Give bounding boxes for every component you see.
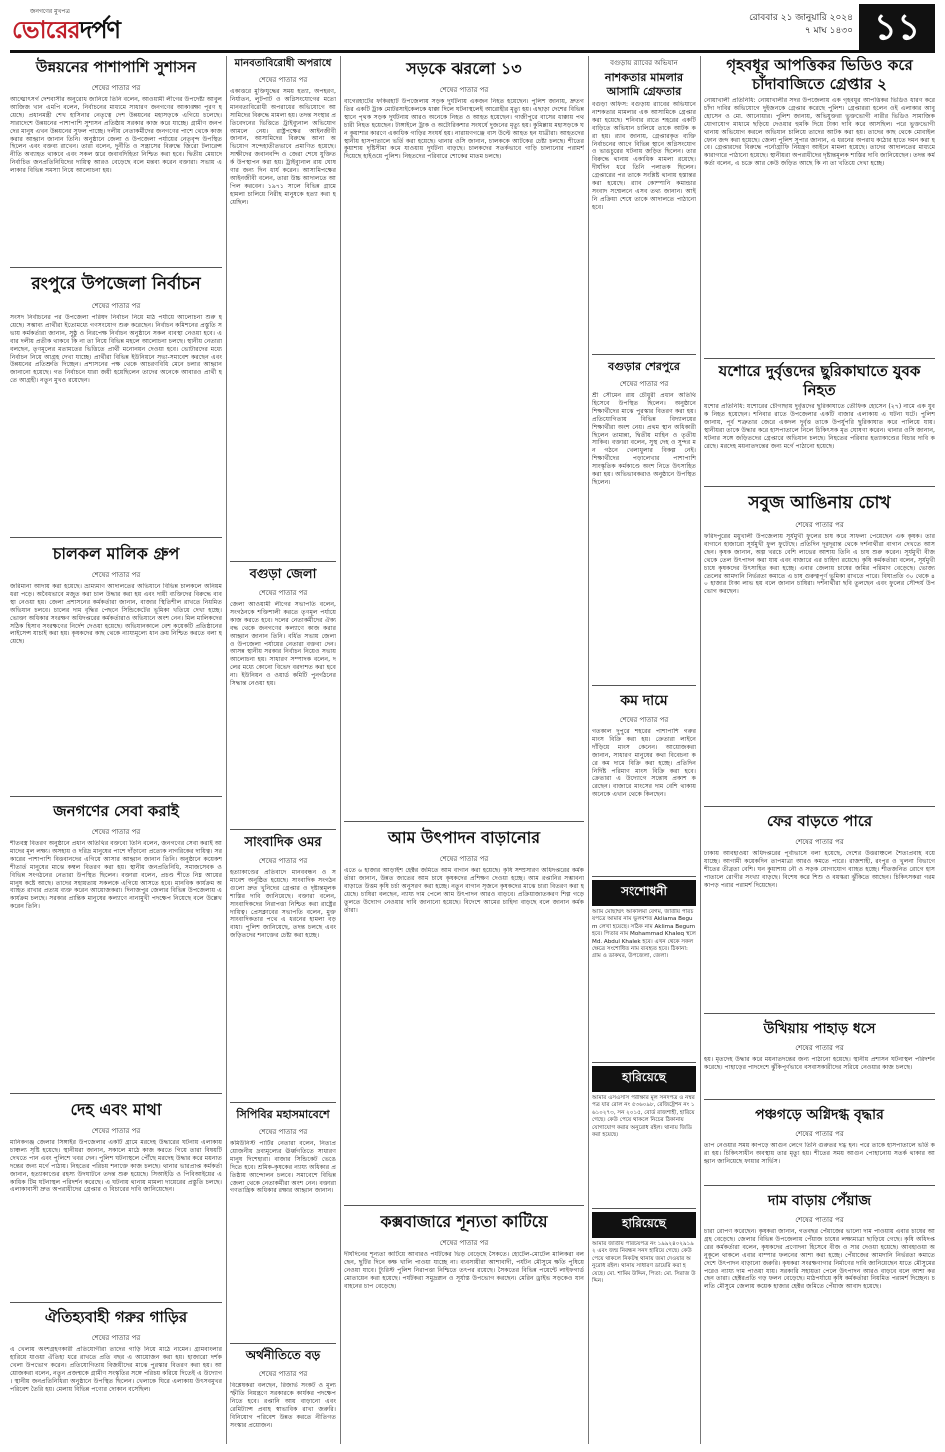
headline: রংপুরে উপজেলা নির্বাচন bbox=[31, 274, 201, 294]
article-sherpur bbox=[592, 358, 696, 682]
divider bbox=[344, 821, 584, 822]
divider bbox=[230, 1102, 336, 1103]
headline: দেহ এবং মাথা bbox=[70, 1100, 162, 1119]
kicker: বগুড়ায় র‌্যাবের অভিযান bbox=[610, 59, 678, 67]
article-body: বাগেরহাটের ফকিরহাট উপজেলায় সড়ক দুর্ঘটনায় একজন নিহত হয়েছেন। পুলিশ জানায়, দ্রুতগতির একটি ট্রাক মোটরসাইকেলকে ধাক্কা দিলে ঘটনাস্থলেই আরোহীর মৃত্যু হয়। এছাড়া দেশের বিভিন্ন স্থানে পৃথক সড়ক দুর্ঘটনায় আরও অনেকে নিহত ও আহত হয়েছেন। গাজীপুরে বাসের ধাক্কায় পথচারী নিহত হয়েছেন। টাঙ্গাইলে ট্রাক ও অটোরিকশার সংঘর্ষে দুজনের মৃত্যু হয়। কুমিল্লায় মহাসড়কে ঘন কুয়াশার কারণে একাধিক গাড়ির সংঘর্ষ হয়। নারায়ণগঞ্জে বাস উল্টে আহত হন যাত্রীরা। আহতদের স্থানীয় হাসপাতালে ভর্তি করা হয়েছে। থানার ওসি জানান, চালককে আটকের চেষ্টা চলছে। শীতের কুয়াশায় দৃষ্টিসীমা কমে যাওয়ায় দুর্ঘটনা বাড়ছে। চালকদের সতর্কভাবে গাড়ি চালানোর পরামর্শ দিয়েছে হাইওয়ে পুলিশ। নিহতদের পরিবারে শোকের মাতম চলছে। bbox=[344, 98, 584, 161]
article-body: বগুড়া অফিস: বগুড়ায় র‌্যাবের অভিযানে নাশকতার মামলার এক আসামিকে গ্রেপ্তার করা হয়েছে। শনিবার রাতে শহরের একটি বাড়িতে অভিযান চালিয়ে তাকে আটক করা হয়। র‌্যাব জানায়, গ্রেপ্তারকৃত ব্যক্তি নির্বাচনের আগে বিভিন্ন স্থানে অগ্নিসংযোগ ও ভাঙচুরের ঘটনায় জড়িত ছিলেন। তার বিরুদ্ধে থানায় একাধিক মামলা রয়েছে। দীর্ঘদিন ধরে তিনি পলাতক ছিলেন। গ্রেপ্তারের পর তাকে সংশ্লিষ্ট থানায় হস্তান্তর করা হয়েছে। র‌্যাব কোম্পানি কমান্ডার সংবাদ সম্মেলনে এসব তথ্য জানান। আইনি প্রক্রিয়া শেষে তাকে আদালতে পাঠানো হবে। bbox=[592, 101, 696, 211]
article-rice-mill bbox=[10, 541, 222, 793]
headline: অর্থনীতিতে বড় bbox=[245, 1348, 321, 1362]
article-body: যশোর প্রতিনিধি: যশোরের চৌগাছায় দুর্বৃত্তদের ছুরিকাঘাতে তৌফিক হোসেন (২৭) নামে এক যুবক নিহত হয়েছেন। শনিবার রাতে উপজেলার একটি বাজার এলাকায় এ ঘটনা ঘটে। পুলিশ জানায়, পূর্ব শত্রুতার জেরে একদল দুর্বৃত্ত তাকে উপর্যুপরি ছুরিকাঘাত করে পালিয়ে যায়। স্থানীয়রা তাকে উদ্ধার করে হাসপাতালে নিলে চিকিৎসক মৃত ঘোষণা করেন। থানার ওসি জানান, ঘটনার সঙ্গে জড়িতদের গ্রেপ্তারে অভিযান চলছে। নিহতের পরিবার হত্যাকাণ্ডের বিচার দাবি করেছে। মরদেহ ময়নাতদন্তের জন্য মর্গে পাঠানো হয়েছে। bbox=[704, 403, 935, 450]
continuation-note: শেষের পাতার পর bbox=[795, 521, 844, 529]
column-e bbox=[704, 56, 935, 1448]
article-journalist-omar bbox=[230, 833, 336, 1099]
article-body: কমিউনিস্ট পার্টির নেতারা বলেন, নিত্যপ্রয়োজনীয় দ্রব্যমূল্যের ঊর্ধ্বগতিতে সাধারণ মানুষ দিশেহারা। বাজার সিন্ডিকেট ভেঙে দিতে হবে। শ্রমিক-কৃষকের ন্যায্য অধিকার প্রতিষ্ঠায় আন্দোলন চলবে। সমাবেশে বিভিন্ন জেলা থেকে নেতাকর্মীরা অংশ নেন। বক্তারা গণতান্ত্রিক অধিকার রক্ষার আহ্বান জানান। bbox=[230, 1140, 336, 1195]
column-divider bbox=[588, 56, 589, 1444]
headline: বগুড়ার শেরপুরে bbox=[608, 360, 680, 373]
continuation-note: শেষের পাতার পর bbox=[91, 1334, 141, 1342]
notice-body: আমার এসএসসি পরীক্ষার মূল সনদপত্র ও নম্বরপত্র যার রোল নং ৫৩৬০৯৮, রেজিষ্ট্রেশন নং ১৬১০২৭৩, সন ২০১৫, বোর্ড রাজশাহী, হারিয়ে গেছে। কেউ পেয়ে থাকলে নিচের ঠিকানায় যোগাযোগ করার অনুরোধ রইল। থানায় জিডি করা হয়েছে। bbox=[592, 1095, 695, 1139]
article-rangpur-election bbox=[10, 271, 222, 534]
logo-tagline: জনগণের মুখপত্র bbox=[30, 8, 70, 15]
article-body: হয়। মৃতদেহ উদ্ধার করে ময়নাতদন্তের জন্য পাঠানো হয়েছে। স্থানীয় প্রশাসন ঘটনাস্থল পরিদর্শন করেছে। পাহাড়ের পাদদেশে ঝুঁকিপূর্ণভাবে বসবাসকারীদের সরিয়ে নেওয়ার কাজ চলছে। bbox=[704, 1056, 935, 1071]
article-war-crimes bbox=[230, 56, 336, 558]
headline: গৃহবধূর আপত্তিকর ভিডিও করে চাঁদাবাজিতে গ্রেপ্তার ২ bbox=[726, 56, 913, 93]
article-coxsbazar bbox=[344, 1209, 584, 1448]
article-body: সংসদ নির্বাচনের পর উপজেলা পরিষদ নির্বাচন নিয়ে মাঠ পর্যায়ে আলোচনা শুরু হয়েছে। সম্ভাব্য প্রার্থীরা ইতোমধ্যে গণসংযোগ শুরু করেছেন। নির্বাচন কমিশনের প্রস্তুতি সভায় কর্মকর্তারা জানান, সুষ্ঠু ও নিরপেক্ষ নির্বাচন অনুষ্ঠানে সকল ব্যবস্থা নেওয়া হবে। এবার দলীয় প্রতীক থাকবে কি না তা নিয়ে বিভিন্ন মহলে আলোচনা চলছে। স্থানীয় নেতারা বলছেন, তৃণমূলের মতামতের ভিত্তিতে প্রার্থী মনোনয়ন দেওয়া হবে। ভোটারদের মধ্যে নির্বাচন নিয়ে আগ্রহ দেখা যাচ্ছে। প্রার্থীরা বিভিন্ন ইউনিয়নে সভা-সমাবেশ করছেন এবং উন্নয়নের প্রতিশ্রুতি দিচ্ছেন। প্রশাসনের পক্ষ থেকে আচরণবিধি মেনে চলার আহ্বান জানানো হয়েছে। গত নির্বাচনে যারা জয়ী হয়েছিলেন তাদের অনেকে আবারও প্রার্থী হতে আগ্রহী। নতুন মুখও রয়েছেন। bbox=[10, 314, 222, 385]
article-body: জেলা আওয়ামী লীগের সভাপতি বলেন, সংগঠনকে শক্তিশালী করতে তৃণমূল পর্যায়ে কাজ করতে হবে। দলের নেতাকর্মীদের ঐক্যবদ্ধ থেকে জনগণের কল্যাণে কাজ করার আহ্বান জানান তিনি। বর্ধিত সভায় জেলা ও উপজেলা পর্যায়ের নেতারা বক্তব্য দেন। আসন্ন স্থানীয় সরকার নির্বাচন নিয়েও সভায় আলোচনা হয়। সাধারণ সম্পাদক বলেন, দলের মধ্যে কোনো বিভেদ বরদাশত করা হবে না। ইউনিয়ন ও ওয়ার্ড কমিটি পুনর্গঠনের সিদ্ধান্ত নেওয়া হয়। bbox=[230, 601, 336, 688]
continuation-note: শেষের পাতার পর bbox=[619, 380, 669, 388]
continuation-note: শেষের পাতার পর bbox=[91, 1127, 141, 1135]
column-b bbox=[230, 56, 336, 1448]
notice-lost-1 bbox=[592, 1066, 696, 1205]
divider bbox=[704, 486, 935, 487]
article-housewife-video bbox=[704, 56, 935, 355]
divider bbox=[10, 537, 222, 538]
date-bengali: ৭ মাঘ ১৪৩০ bbox=[804, 26, 853, 36]
divider bbox=[592, 1208, 696, 1209]
divider bbox=[592, 1062, 696, 1063]
article-body: মানিকগঞ্জ জেলার সিঙ্গাইর উপজেলার একটি গ্রামে মরদেহ উদ্ধারের ঘটনায় এলাকায় চাঞ্চল্য সৃষ্টি হয়েছে। স্থানীয়রা জানান, সকালে মাঠে কাজ করতে গিয়ে তারা বিষয়টি দেখতে পান এবং পুলিশে খবর দেন। পুলিশ ঘটনাস্থলে পৌঁছে মরদেহ উদ্ধার করে ময়নাতদন্তের জন্য মর্গে পাঠায়। নিহতের পরিচয় শনাক্তে কাজ চলছে। থানার ভারপ্রাপ্ত কর্মকর্তা জানান, হত্যাকাণ্ডের রহস্য উদঘাটনে তদন্ত শুরু হয়েছে। সিআইডি ও পিবিআইয়ের একাধিক টিম ঘটনাস্থল পরিদর্শন করেছে। এ ঘটনায় থানায় মামলা দায়েরের প্রস্তুতি চলছে। এলাকাবাসী দ্রুত অপরাধীদের গ্রেপ্তার ও বিচারের দাবি জানিয়েছেন। bbox=[10, 1139, 222, 1194]
divider bbox=[704, 1185, 935, 1186]
article-body: একাত্তরে মুক্তিযুদ্ধের সময় হত্যা, অপহরণ, নির্যাতন, লুটপাট ও অগ্নিসংযোগের মতো মানবতাবিরোধী অপরাধের অভিযোগে আসামিদের বিরুদ্ধে মামলা হয়। তদন্ত সংস্থার প্রতিবেদনের ভিত্তিতে ট্রাইব্যুনাল অভিযোগ আমলে নেয়। রাষ্ট্রপক্ষের আইনজীবী জানান, আসামিদের বিরুদ্ধে আনা অভিযোগ সন্দেহাতীতভাবে প্রমাণিত হয়েছে। সাক্ষীদের জবানবন্দি ও জেরা শেষে যুক্তিতর্ক উপস্থাপন করা হয়। ট্রাইব্যুনাল রায় ঘোষণার জন্য দিন ধার্য করেন। আসামিপক্ষের আইনজীবী বলেন, তারা উচ্চ আদালতে আপিল করবেন। ১৯৭১ সালে বিভিন্ন গ্রামে হামলা চালিয়ে নিরীহ মানুষকে হত্যা করা হয়েছিল। bbox=[230, 88, 336, 206]
notice-heading: সংশোধনী bbox=[592, 880, 696, 906]
article-body: নোয়াখালী প্রতিনিধি: নোয়াখালীর সদর উপজেলায় এক গৃহবধূর আপত্তিকর ভিডিও ধারণ করে চাঁদা দাবির অভিযোগে দুইজনকে গ্রেপ্তার করেছে পুলিশ। গ্রেপ্তাররা হলেন ওই এলাকার আবু হোসেন ও মো. আনোয়ার। পুলিশ জানায়, অভিযুক্তরা ভুক্তভোগী নারীর ভিডিও সামাজিক যোগাযোগ মাধ্যমে ছড়িয়ে দেওয়ার হুমকি দিয়ে টাকা দাবি করে আসছিল। পরে ভুক্তভোগী থানায় অভিযোগ করলে অভিযান চালিয়ে তাদের আটক করা হয়। তাদের কাছ থেকে মোবাইল ফোন জব্দ করা হয়েছে। জেলা পুলিশ সুপার জানান, এ ধরনের অপরাধ কঠোর হাতে দমন করা হবে। গ্রেপ্তারদের বিরুদ্ধে পর্নোগ্রাফি নিয়ন্ত্রণ আইনে মামলা হয়েছে। তাদের আদালতের মাধ্যমে কারাগারে পাঠানো হয়েছে। স্থানীয়রা অপরাধীদের দৃষ্টান্তমূলক শাস্তির দাবি জানিয়েছেন। তদন্ত কর্মকর্তা বলেন, এ চক্রে আর কেউ জড়িত আছে কি না তা খতিয়ে দেখা হচ্ছে। bbox=[704, 97, 935, 168]
article-body: চারা রোপণ করেছেন। কৃষকরা জানান, গতবছর পেঁয়াজের ভালো দাম পাওয়ায় এবার চাষের আগ্রহ বেড়েছে। জেলার বিভিন্ন উপজেলায় পেঁয়াজ চাষের লক্ষ্যমাত্রা ছাড়িয়ে গেছে। কৃষি অধিদপ্তরের কর্মকর্তারা বলেন, কৃষকদের প্রণোদনা হিসেবে বীজ ও সার দেওয়া হয়েছে। আবহাওয়া অনুকূলে থাকলে এবার বাম্পার ফলনের আশা করা হচ্ছে। পেঁয়াজের আমদানি নির্ভরতা কমাতে দেশে উৎপাদন বাড়ানো জরুরি। কৃষকরা সংরক্ষণাগার নির্মাণের দাবি জানিয়েছেন যাতে মৌসুমের পরেও ন্যায্য দাম পাওয়া যায়। সরকারি সহায়তা পেলে উৎপাদন আরও বাড়বে বলে আশা করছেন তারা। হেক্টরপ্রতি গড় ফলন বেড়েছে। মাঠপর্যায়ে কৃষি কর্মকর্তারা নিয়মিত পরামর্শ দিচ্ছেন। চলতি মৌসুমে জেলায় কয়েক হাজার হেক্টর জমিতে পেঁয়াজ আবাদ হয়েছে। bbox=[704, 1228, 935, 1291]
article-body: ফরিদপুরের মধুখালী উপজেলায় সূর্যমুখী ফুলের চাষ করে সাফল্য পেয়েছেন এক কৃষক। তার বাগানে হাজারো সূর্যমুখী ফুল ফুটেছে। প্রতিদিন দূরদূরান্ত থেকে দর্শনার্থীরা বাগান দেখতে আসছেন। কৃষক জানান, অল্প খরচে বেশি লাভের আশায় তিনি এ চাষ শুরু করেন। সূর্যমুখী বীজ থেকে তেল উৎপাদন করা যায় এবং বাজারে এর চাহিদা রয়েছে। কৃষি কর্মকর্তারা বলেন, সূর্যমুখী চাষে কৃষকদের উৎসাহিত করা হচ্ছে। এবার জেলায় চাষের জমির পরিমাণ বেড়েছে। ভোজ্যতেলের আমদানি নির্ভরতা কমাতে এ চাষ গুরুত্বপূর্ণ ভূমিকা রাখতে পারে। বিঘাপ্রতি ৩০ থেকে ৪০ হাজার টাকা লাভ হয় বলে জানান চাষিরা। দর্শনার্থীরা ছবি তুলছেন এবং ফুলের সৌন্দর্য উপভোগ করছেন। bbox=[704, 533, 935, 596]
column-divider bbox=[340, 56, 341, 1444]
continuation-note: শেষের পাতার পর bbox=[91, 571, 141, 579]
divider bbox=[344, 1205, 584, 1206]
article-public-service bbox=[10, 800, 222, 1090]
article-cpb-rally bbox=[230, 1106, 336, 1340]
article-body: ঢাকায় আবহাওয়া অধিদপ্তরের পূর্বাভাসে বলা হয়েছে, দেশের উত্তরাঞ্চলে শৈত্যপ্রবাহ বয়ে যাচ্ছে। আগামী কয়েকদিন তাপমাত্রা আরও কমতে পারে। রাজশাহী, রংপুর ও খুলনা বিভাগে শীতের তীব্রতা বেশি। ঘন কুয়াশায় নৌ ও সড়ক যোগাযোগ ব্যাহত হচ্ছে। শীতজনিত রোগে হাসপাতালে রোগীর সংখ্যা বাড়ছে। বিশেষ করে শিশু ও বয়স্করা ঝুঁকিতে আছেন। চিকিৎসকরা গরম কাপড় পরার পরামর্শ দিয়েছেন। bbox=[704, 850, 935, 889]
article-body: দীর্ঘদিনের শূন্যতা কাটিয়ে আবারও পর্যটকের ভিড় বেড়েছে সৈকতে। হোটেল-মোটেল মালিকরা বলছেন, ছুটির দিনে কক্ষ খালি পাওয়া যাচ্ছে না। ব্যবসায়ীরা আশাবাদী, পর্যটন মৌসুমে ক্ষতি পুষিয়ে নেওয়া যাবে। ট্যুরিস্ট পুলিশ নিরাপত্তা নিশ্চিতে তৎপর রয়েছে। সৈকতের বিভিন্ন পয়েন্টে লাইফগার্ড মোতায়েন করা হয়েছে। পর্যটকরা সমুদ্রস্নান ও সূর্যাস্ত উপভোগ করছেন। মেরিন ড্রাইভ সড়কেও যানবাহনের চাপ বেড়েছে। bbox=[344, 1251, 584, 1290]
headline: ঐতিহ্যবাহী গরুর গাড়ির bbox=[44, 1308, 188, 1326]
continuation-note: শেষের পাতার পর bbox=[91, 84, 141, 92]
divider bbox=[10, 796, 222, 797]
headline: সড়কে ঝরলো ১৩ bbox=[406, 59, 522, 78]
divider bbox=[592, 685, 696, 686]
page-number: ১১ bbox=[859, 4, 935, 50]
headline: কম দামে bbox=[620, 693, 668, 709]
article-low-price bbox=[592, 689, 696, 873]
article-body: জরিমানা আদায় করা হয়েছে। ভ্রাম্যমাণ আদালতের অভিযানে বিভিন্ন চালকলে অনিয়ম ধরা পড়ে। অবৈধভাবে মজুত করা চাল উদ্ধার করা হয় এবং দায়ী ব্যক্তিদের বিরুদ্ধে ব্যবস্থা নেওয়া হয়। জেলা প্রশাসনের কর্মকর্তারা জানান, বাজার স্থিতিশীল রাখতে নিয়মিত অভিযান চলবে। চালের দাম বৃদ্ধির পেছনে সিন্ডিকেটের ভূমিকা খতিয়ে দেখা হচ্ছে। ভোক্তা অধিকার সংরক্ষণ অধিদপ্তরের কর্মকর্তারাও অভিযানে অংশ নেন। মিল মালিকদের সঠিক হিসাব সংরক্ষণের নির্দেশ দেওয়া হয়েছে। অভিযানকালে বেশ কয়েকটি প্রতিষ্ঠানের লাইসেন্স যাচাই করা হয়। কৃষকদের কাছ থেকে ন্যায্যমূল্যে ধান ক্রয় নিশ্চিত করতে বলা হয়েছে। bbox=[10, 583, 222, 646]
notice-body: আমার জাতীয় পরিচয়পত্র নং ১৯৯২৪০২৯১৯২ এবং জন্ম নিবন্ধন সনদ হারিয়ে গেছে। কেউ পেয়ে থাকলে নিকটস্থ থানায় জমা দেওয়ার অনুরোধ রইল। থানায় সাধারণ ডায়েরি করা হয়েছে। মো. শামিম উদ্দিন, পিতা: মো. সিরাজ উদ্দিন। bbox=[592, 1241, 696, 1285]
continuation-note: শেষের পাতার পর bbox=[795, 1044, 844, 1052]
headline: উখিয়ায় পাহাড় ধসে bbox=[763, 1021, 876, 1037]
newspaper-logo bbox=[12, 6, 150, 46]
continuation-note: শেষের পাতার পর bbox=[258, 76, 308, 84]
headline: আম উৎপাদন বাড়ানোর bbox=[387, 828, 541, 847]
divider bbox=[10, 1302, 222, 1303]
headline: উন্নয়নের পাশাপাশি সুশাসন bbox=[35, 58, 197, 76]
continuation-note: শেষের পাতার পর bbox=[795, 838, 844, 846]
headline: চালকল মালিক গ্রুপ bbox=[52, 544, 180, 563]
article-body: গতকাল দুপুরে শহরের পাশাপাশি গরুর মাংস বিক্রি করা হয়। ক্রেতারা লাইনে দাঁড়িয়ে মাংস কেনেন। আয়োজকরা জানান, সাধারণ মানুষের কথা বিবেচনা করে কম দামে বিক্রি করা হচ্ছে। প্রতিদিন নির্দিষ্ট পরিমাণ মাংস বিক্রি করা হবে। ক্রেতারা এ উদ্যোগে সন্তোষ প্রকাশ করেছেন। বাজারে মাংসের দাম বেশি থাকায় অনেকে এখান থেকে কিনছেন। bbox=[592, 728, 696, 799]
column-c bbox=[344, 56, 584, 1448]
column-divider bbox=[226, 56, 227, 1444]
article-body: বিশ্লেষকরা বলছেন, রিজার্ভ সংকট ও মূল্যস্ফীতি নিয়ন্ত্রণে সরকারকে কার্যকর পদক্ষেপ নিতে হবে। রপ্তানি আয় বাড়ানো এবং রেমিট্যান্স প্রবাহ স্বাভাবিক রাখা জরুরি। বিনিয়োগ পরিবেশ উন্নত করতে নীতিগত সংস্কার প্রয়োজন। bbox=[230, 1382, 336, 1429]
column-a bbox=[10, 56, 222, 1448]
headline: সবুজ আঙিনায় চোখ bbox=[748, 493, 891, 513]
article-ukhiya-landslide bbox=[704, 1017, 935, 1096]
continuation-note: শেষের পাতার পর bbox=[258, 589, 308, 597]
date-gregorian: রোববার ২১ জানুয়ারি ২০২৪ bbox=[749, 13, 853, 23]
notice-body: আমি মোছাম্মৎ আকলিমা বেগম, জাতীয় পরিচয়পত্রে আমার নাম ভুলবশত Akliama Begum লেখা হয়েছে। সঠিক নাম Aklima Begum হবে। পিতার নাম Mohammad Khaleq স্থলে Md. Abdul Khalek হবে। এখন থেকে সকল ক্ষেত্রে সংশোধিত নাম ব্যবহৃত হবে। ঠিকানা: গ্রাম ও ডাকঘর, উপজেলা, জেলা। bbox=[592, 909, 696, 960]
notice-lost-2 bbox=[592, 1212, 696, 1351]
headline: কক্সবাজারে শূন্যতা কাটিয়ে bbox=[380, 1212, 548, 1231]
article-body: শ্রী সৌমেন রায় চৌধুরী প্রধান অতিথি হিসেবে উপস্থিত ছিলেন। অনুষ্ঠানে শিক্ষার্থীদের মাঝে পুরস্কার বিতরণ করা হয়। প্রতিযোগিতায় বিভিন্ন বিদ্যালয়ের শিক্ষার্থীরা অংশ নেয়। প্রথম স্থান অধিকারী ছিলেন তামান্না, দ্বিতীয় মাহিন ও তৃতীয় সাকিব। বক্তারা বলেন, সুস্থ দেহ ও সুন্দর মন গঠনে খেলাধুলার বিকল্প নেই। শিক্ষার্থীদের পড়ালেখার পাশাপাশি সাংস্কৃতিক কর্মকাণ্ডে অংশ নিতে উৎসাহিত করা হয়। অভিভাবকরাও অনুষ্ঠানে উপস্থিত ছিলেন। bbox=[592, 392, 696, 486]
divider bbox=[592, 354, 696, 355]
article-green-yard bbox=[704, 490, 935, 803]
headline: ফের বাড়তে পারে bbox=[766, 812, 873, 830]
column-d bbox=[592, 56, 696, 1448]
headline: দাম বাড়ায় পেঁয়াজ bbox=[767, 1193, 872, 1209]
article-mango-production bbox=[344, 825, 584, 1202]
continuation-note: শেষের পাতার পর bbox=[439, 855, 489, 863]
continuation-note: শেষের পাতার পর bbox=[795, 1130, 844, 1138]
headline: সাংবাদিক ওমর bbox=[244, 835, 322, 850]
headline: পঞ্চগড়ে অগ্নিদগ্ধ বৃদ্ধার bbox=[755, 1107, 884, 1123]
article-body: হত্যাকাণ্ডের প্রতিবাদে মানববন্ধন ও সমাবেশ অনুষ্ঠিত হয়েছে। সাংবাদিক সংগঠনগুলো দ্রুত খুনিদের গ্রেপ্তার ও দৃষ্টান্তমূলক শাস্তির দাবি জানিয়েছে। বক্তারা বলেন, সাংবাদিকদের নিরাপত্তা নিশ্চিত করা রাষ্ট্রের দায়িত্ব। প্রেসক্লাবের সভাপতি বলেন, মুক্ত সাংবাদিকতার পথে এ ধরনের হামলা বড় বাধা। পুলিশ জানিয়েছে, তদন্ত চলছে এবং জড়িতদের শনাক্তের চেষ্টা করা হচ্ছে। bbox=[230, 869, 336, 940]
article-road-accident bbox=[344, 56, 584, 818]
article-bullock-cart bbox=[10, 1306, 222, 1448]
article-governance bbox=[10, 56, 222, 264]
article-body: এ খেলায় অংশগ্রহণকারী প্রতিযোগীরা তাদের গাড়ি নিয়ে মাঠে নামেন। গ্রামবাংলার হারিয়ে যাওয়া ঐতিহ্য ধরে রাখতে প্রতি বছর এ আয়োজন করা হয়। হাজারো দর্শক খেলা উপভোগ করেন। প্রতিযোগিতায় বিজয়ীদের মাঝে পুরস্কার বিতরণ করা হয়। আয়োজকরা বলেন, নতুন প্রজন্মকে গ্রামীণ সংস্কৃতির সঙ্গে পরিচয় করিয়ে দিতেই এ উদ্যোগ। স্থানীয় জনপ্রতিনিধিরা অনুষ্ঠানে উপস্থিত ছিলেন। খেলাকে ঘিরে এলাকায় উৎসবমুখর পরিবেশ তৈরি হয়। মেলায় বিভিন্ন পণ্যের দোকান বসেছিল। bbox=[10, 1346, 222, 1393]
column-divider bbox=[700, 56, 701, 1444]
article-body: তাপ নেওয়ার সময় কাপড়ে আগুন লেগে তিনি গুরুতর দগ্ধ হন। পরে তাকে হাসপাতালে ভর্তি করা হয়। চিকিৎসাধীন অবস্থায় তার মৃত্যু হয়। শীতের সময় আগুন পোহানোয় সতর্ক থাকার আহ্বান জানিয়েছে ফায়ার সার্ভিস। bbox=[704, 1142, 935, 1165]
divider bbox=[704, 1013, 935, 1014]
article-body-and-head bbox=[10, 1097, 222, 1299]
headline: জনগণের সেবা করাই bbox=[53, 802, 179, 820]
headline: সিপিবির মহাসমাবেশে bbox=[236, 1108, 330, 1121]
masthead-rule bbox=[10, 50, 935, 53]
headline: যশোরে দুর্বৃত্তদের ছুরিকাঘাতে যুবক নিহত bbox=[718, 362, 921, 399]
continuation-note: শেষের পাতার পর bbox=[91, 828, 141, 836]
notice-correction bbox=[592, 880, 696, 1059]
article-rab-arrest bbox=[592, 57, 696, 351]
article-economy bbox=[230, 1347, 336, 1448]
divider bbox=[704, 1099, 935, 1100]
article-panchagarh-burn bbox=[704, 1103, 935, 1182]
article-cold-rise bbox=[704, 810, 935, 1010]
issue-date bbox=[723, 12, 853, 38]
continuation-note: শেষের পাতার পর bbox=[91, 302, 141, 310]
article-body: এতে ৬ হাজার আড়াইশ হেক্টর জমিতে আম বাগান করা হয়েছে। কৃষি সম্প্রসারণ অধিদপ্তরের কর্মকর্তারা জানান, উন্নত জাতের আম চাষে কৃষকদের প্রশিক্ষণ দেওয়া হচ্ছে। আম রপ্তানির সম্ভাবনা বাড়াতে উত্তম কৃষি চর্চা অনুসরণ করা হচ্ছে। নতুন বাগান সৃজনে কৃষকদের মাঝে চারা বিতরণ করা হয়েছে। চাষিরা বলছেন, ন্যায্য দাম পেলে আম উৎপাদন আরও বাড়বে। প্রক্রিয়াজাতকরণ শিল্প গড়ে তুলতে উদ্যোগ নেওয়ার দাবি জানানো হয়েছে। বিদেশে আমের চাহিদা বাড়ছে বলে জানান কর্মকর্তারা। bbox=[344, 867, 584, 914]
divider bbox=[230, 1343, 336, 1344]
article-body: আত্মোৎসর্গ দেশবাসীর অনুরোধ জানিয়ে তিনি বলেন, আওয়ামী লীগের উপদেষ্টা আবুল আজিজ খান এমপি বলেন, নির্বাচনের মাধ্যমে সাধারণ জনগণের আকাঙ্ক্ষা পূরণ হয়েছে। প্রধানমন্ত্রী শেখ হাসিনার নেতৃত্বে দেশ উন্নয়নের মহাসড়কে এগিয়ে চলেছে। সারাদেশে উন্নয়নের পাশাপাশি সুশাসন প্রতিষ্ঠায় সরকার কাজ করে যাচ্ছে। গ্রামীণ জনপদের মানুষ এখন উন্নয়নের সুফল পাচ্ছে। দলীয় নেতাকর্মীদের জনগণের পাশে থেকে কাজ করার আহ্বান জানান তিনি। অনুষ্ঠানে জেলা ও উপজেলা পর্যায়ের নেতৃবৃন্দ উপস্থিত ছিলেন এবং বক্তব্য রাখেন। তারা বলেন, দুর্নীতি ও সন্ত্রাসের বিরুদ্ধে জিরো টলারেন্স নীতি অব্যাহত থাকবে এবং সকল স্তরে জবাবদিহিতা নিশ্চিত করা হবে। দ্বিতীয় মেয়াদে নির্বাচিত জনপ্রতিনিধিদের দায়িত্ব আরও বেড়েছে বলে মন্তব্য করেন বক্তারা। সভায় এলাকার বিভিন্ন সমস্যা নিয়ে আলোচনা হয়। bbox=[10, 96, 222, 175]
continuation-note: শেষের পাতার পর bbox=[439, 1239, 489, 1247]
notice-heading: হারিয়েছে bbox=[592, 1066, 696, 1092]
divider bbox=[10, 267, 222, 268]
headline: মানবতাবিরোধী অপরাধে bbox=[234, 58, 332, 69]
continuation-note: শেষের পাতার পর bbox=[258, 1370, 308, 1378]
divider bbox=[230, 561, 336, 562]
divider bbox=[592, 876, 696, 877]
headline: বগুড়া জেলা bbox=[249, 567, 317, 582]
continuation-note: শেষের পাতার পর bbox=[795, 1216, 844, 1224]
divider bbox=[704, 806, 935, 807]
continuation-note: শেষের পাতার পর bbox=[258, 857, 308, 865]
continuation-note: শেষের পাতার পর bbox=[439, 86, 489, 94]
article-onion-price bbox=[704, 1189, 935, 1448]
continuation-note: শেষের পাতার পর bbox=[258, 1128, 308, 1136]
divider bbox=[704, 358, 935, 359]
logo-wordmark: ভোরেরদর্পণ bbox=[12, 15, 121, 44]
continuation-note: শেষের পাতার পর bbox=[619, 716, 669, 724]
article-body: শীতবস্ত্র বিতরণ অনুষ্ঠানে প্রধান অতিথির বক্তব্যে তিনি বলেন, জনগণের সেবা করাই আমাদের মূল লক্ষ্য। অসহায় ও দরিদ্র মানুষের পাশে দাঁড়ানো প্রত্যেক নাগরিকের দায়িত্ব। সরকারের পাশাপাশি বিত্তবানদের এগিয়ে আসার আহ্বান জানান তিনি। অনুষ্ঠানে কয়েকশ শীতার্ত মানুষের মাঝে কম্বল বিতরণ করা হয়। স্থানীয় জনপ্রতিনিধি, সমাজসেবক ও বিভিন্ন সংগঠনের নেতারা উপস্থিত ছিলেন। বক্তারা বলেন, প্রচণ্ড শীতে নিম্ন আয়ের মানুষ কষ্টে আছে। তাদের সহায়তায় সকলকে এগিয়ে আসতে হবে। মানবিক কার্যক্রম অব্যাহত রাখার প্রত্যয় ব্যক্ত করেন আয়োজকরা। দিনাজপুর জেলার বিভিন্ন উপজেলায় এ কার্যক্রম চলছে। সরকার প্রান্তিক মানুষের কল্যাণে নানামুখী পদক্ষেপ নিয়েছে বলে উল্লেখ করেন তিনি। bbox=[10, 840, 222, 911]
article-jessore-stabbing bbox=[704, 362, 935, 483]
headline: নাশকতার মামলার আসামি গ্রেফতার bbox=[604, 71, 684, 98]
article-bogura-district bbox=[230, 565, 336, 826]
divider bbox=[10, 1093, 222, 1094]
notice-heading: হারিয়েছে bbox=[592, 1212, 696, 1238]
divider bbox=[230, 829, 336, 830]
